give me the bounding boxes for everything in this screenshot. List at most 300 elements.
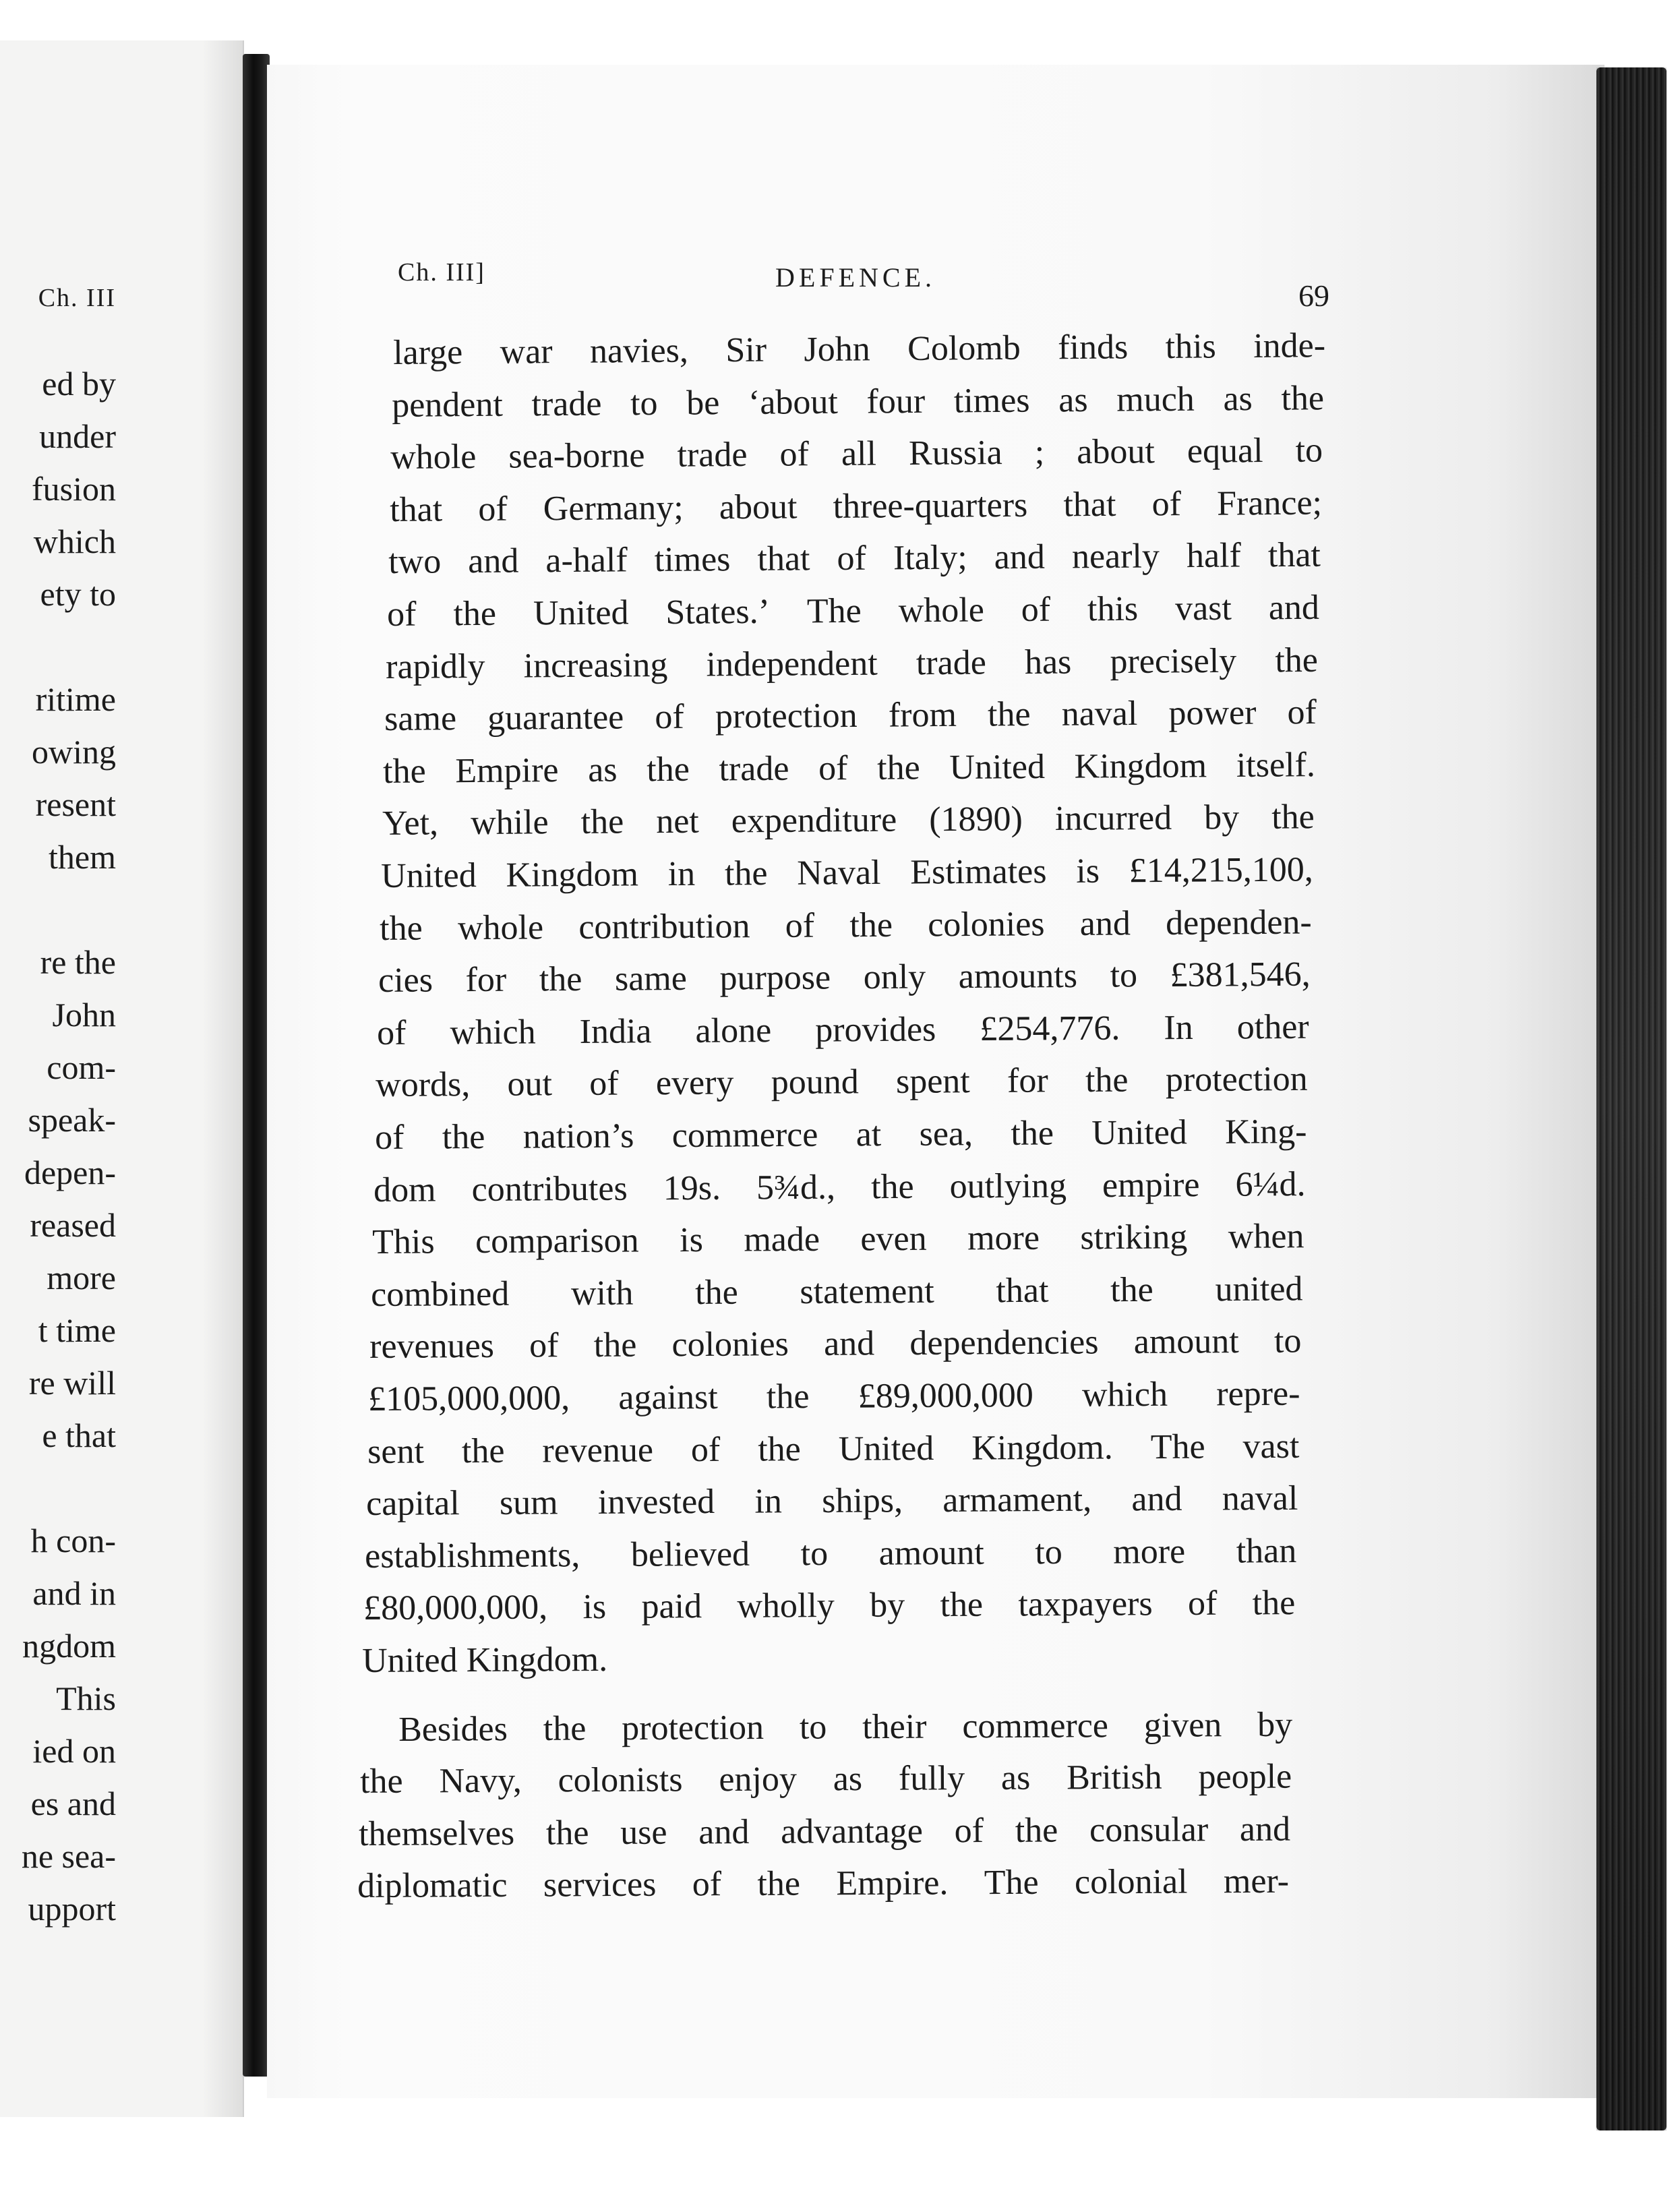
word: alone <box>695 1011 772 1050</box>
left-line-fragment: resent <box>35 785 116 823</box>
word: to <box>1274 1321 1302 1361</box>
word: United <box>1091 1113 1187 1153</box>
word: protection <box>715 696 858 736</box>
left-line-fragment: h con- <box>30 1522 116 1559</box>
word: paid <box>641 1587 702 1627</box>
body-line <box>383 745 1316 791</box>
word: comparison <box>475 1221 639 1261</box>
word: and <box>994 538 1045 577</box>
word: and <box>1079 903 1131 943</box>
word: amounts <box>958 957 1078 996</box>
word: India <box>579 1012 652 1051</box>
word: by <box>1203 798 1239 837</box>
word: two <box>388 542 442 582</box>
word: is <box>582 1588 607 1627</box>
word: whole <box>898 591 984 630</box>
left-line-fragment: re the <box>40 943 116 981</box>
running-head-title: DEFENCE. <box>775 262 936 293</box>
word: the <box>593 1325 637 1365</box>
word: words, <box>376 1065 471 1105</box>
word: of <box>954 1811 984 1851</box>
word: which <box>1082 1375 1168 1414</box>
word: repre- <box>1216 1374 1301 1414</box>
word: with <box>570 1274 634 1313</box>
word: that <box>996 1271 1049 1311</box>
word: combined <box>371 1274 510 1314</box>
word: half <box>1186 536 1241 576</box>
left-line-fragment: and in <box>32 1574 116 1612</box>
word: to <box>1035 1532 1062 1572</box>
word: Kingdom <box>506 855 638 895</box>
left-line-fragment: This <box>56 1679 116 1717</box>
word: British <box>1066 1758 1162 1797</box>
body-line <box>378 955 1311 1001</box>
word: of <box>690 1430 721 1469</box>
word: Empire <box>455 750 560 791</box>
body-line: United Kingdom. <box>362 1640 608 1680</box>
left-line-fragment: es and <box>30 1785 116 1822</box>
word: that <box>389 490 442 529</box>
left-line-fragment: owing <box>32 733 116 771</box>
word: armament, <box>942 1480 1092 1520</box>
word: trade <box>677 436 748 475</box>
word: States.’ <box>665 592 771 632</box>
word: the <box>757 1429 801 1469</box>
word: for <box>1007 1061 1049 1101</box>
word: this <box>1165 327 1216 367</box>
left-line-fragment: ne sea- <box>21 1837 116 1875</box>
word: same <box>614 959 688 998</box>
word: which <box>450 1013 537 1052</box>
word: is <box>1075 852 1100 891</box>
left-line-fragment: more <box>47 1259 116 1296</box>
word: commerce <box>962 1706 1109 1746</box>
body-line <box>366 1481 1298 1522</box>
word: of <box>837 539 866 578</box>
body-line <box>369 1321 1302 1367</box>
word: colonists <box>558 1760 683 1800</box>
body-line <box>384 695 1317 737</box>
word: of <box>1021 590 1051 630</box>
word: as <box>1058 380 1088 419</box>
word: Kingdom. <box>971 1428 1113 1468</box>
left-line-fragment: under <box>39 417 116 455</box>
word: of <box>655 697 685 737</box>
left-page-shadow <box>202 40 243 2117</box>
left-line-fragment: com- <box>47 1048 116 1086</box>
word: finds <box>1057 328 1129 367</box>
word: naval <box>1061 694 1138 734</box>
word: themselves <box>358 1814 515 1853</box>
word: pendent <box>392 385 504 425</box>
word: from <box>888 696 957 735</box>
word: trade <box>531 384 602 423</box>
word: navies, <box>589 331 689 371</box>
word: John <box>804 330 870 369</box>
word: of <box>374 1118 404 1157</box>
word: (1890) <box>928 800 1023 839</box>
word: equal <box>1187 431 1264 471</box>
body-line <box>357 1864 1289 1904</box>
word: the <box>647 750 690 789</box>
word: colonial <box>1074 1862 1188 1902</box>
word: Germany; <box>543 488 684 529</box>
word: enjoy <box>718 1760 797 1799</box>
word: people <box>1198 1757 1292 1797</box>
body-line <box>377 1007 1310 1052</box>
word: every <box>656 1063 735 1103</box>
word: is <box>679 1221 703 1260</box>
word: expenditure <box>731 801 897 841</box>
word: the <box>1015 1811 1058 1850</box>
word: against <box>618 1377 719 1417</box>
body-line <box>375 1114 1307 1156</box>
word: the <box>461 1431 505 1470</box>
word: than <box>1236 1531 1297 1571</box>
word: the <box>988 695 1031 734</box>
word: guarantee <box>487 698 624 738</box>
word: invested <box>597 1483 715 1522</box>
word: Sir <box>725 330 767 370</box>
word: of <box>477 489 508 529</box>
word: times <box>953 381 1030 421</box>
body-line <box>376 1062 1308 1103</box>
word: nation’s <box>522 1116 634 1156</box>
word: the <box>877 748 921 787</box>
word: statement <box>800 1272 934 1311</box>
word: 6¼d. <box>1235 1164 1306 1204</box>
word: United <box>949 747 1046 787</box>
word: and <box>467 541 519 581</box>
left-line-fragment: speak- <box>28 1101 116 1139</box>
word: sea-borne <box>508 436 646 476</box>
word: Navy, <box>438 1761 522 1801</box>
word: sent <box>367 1432 424 1471</box>
word: revenues <box>369 1327 495 1367</box>
word: Russia <box>909 434 1003 473</box>
word: ‘about <box>748 382 839 422</box>
word: and <box>824 1324 875 1364</box>
word: the <box>767 1377 810 1417</box>
word: war <box>500 332 553 371</box>
word: precisely <box>1110 641 1237 681</box>
word: The <box>984 1864 1039 1903</box>
left-line-fragment: depen- <box>24 1154 116 1191</box>
word: advantage <box>780 1812 923 1851</box>
word: 5¾d., <box>756 1168 835 1207</box>
word: to <box>630 384 658 423</box>
word: times <box>654 540 731 580</box>
word: as <box>1223 379 1253 419</box>
word: all <box>841 434 877 474</box>
word: the <box>545 1813 589 1853</box>
word: in <box>667 854 696 894</box>
word: King- <box>1224 1112 1307 1152</box>
word: sum <box>499 1483 558 1523</box>
paragraph-first-line <box>398 1707 1292 1747</box>
word: of <box>529 1326 559 1365</box>
word: of <box>779 435 810 474</box>
left-line-fragment: ed by <box>42 365 116 403</box>
word: for <box>465 960 507 1000</box>
left-line-fragment: ngdom <box>22 1627 116 1665</box>
word: protection <box>1166 1060 1309 1100</box>
word: independent <box>706 644 878 684</box>
word: when <box>1228 1217 1304 1257</box>
word: the <box>383 752 427 791</box>
word: contributes <box>471 1169 628 1209</box>
word: in <box>754 1482 782 1521</box>
word: given <box>1144 1705 1222 1745</box>
body-line <box>359 1812 1290 1851</box>
word: outlying <box>949 1166 1067 1206</box>
word: the <box>1110 1270 1153 1309</box>
word: of <box>1151 484 1181 524</box>
word: amount <box>1133 1322 1240 1362</box>
word: United <box>380 856 477 895</box>
word: that <box>1267 536 1321 575</box>
word: dom <box>373 1170 436 1210</box>
word: United <box>838 1429 934 1468</box>
word: £254,776. <box>980 1009 1120 1048</box>
word: France; <box>1216 483 1322 523</box>
word: of <box>785 906 815 945</box>
word: this <box>1087 589 1139 629</box>
word: of <box>692 1865 722 1904</box>
left-line-fragment: which <box>33 523 116 560</box>
word: Colomb <box>907 328 1021 369</box>
word: the <box>1271 798 1315 837</box>
word: ships, <box>821 1481 903 1521</box>
word: the <box>940 1586 984 1625</box>
word: sea, <box>919 1114 973 1154</box>
word: colonies <box>671 1325 789 1365</box>
word: the <box>724 854 768 893</box>
word: whole <box>457 907 544 947</box>
word: that <box>1062 485 1116 525</box>
left-line-fragment: e that <box>42 1417 116 1454</box>
word: while <box>470 803 549 843</box>
left-line-fragment: reased <box>30 1206 116 1244</box>
body-line <box>367 1429 1300 1469</box>
word: about <box>719 487 798 527</box>
word: by <box>1257 1705 1293 1744</box>
word: itself. <box>1236 745 1316 785</box>
word: of <box>386 595 417 634</box>
word: be <box>686 383 720 423</box>
word: establishments, <box>364 1535 580 1576</box>
word: use <box>620 1813 667 1852</box>
body-line <box>388 538 1321 580</box>
word: the <box>695 1273 738 1312</box>
left-running-head: Ch. III <box>38 284 116 312</box>
body-line <box>363 1586 1295 1627</box>
word: nearly <box>1071 537 1160 576</box>
word: same <box>384 699 457 739</box>
word: that <box>756 539 810 579</box>
body-line <box>372 1219 1304 1260</box>
word: ; <box>1034 433 1045 472</box>
word: even <box>860 1219 927 1259</box>
word: about <box>1077 432 1156 472</box>
word: of <box>818 748 849 788</box>
word: Yet, <box>382 804 438 843</box>
word: striking <box>1080 1218 1188 1257</box>
book-gutter <box>243 54 270 2077</box>
word: united <box>1215 1270 1303 1309</box>
body-line <box>390 485 1322 527</box>
word: the <box>1281 378 1325 418</box>
word: dependencies <box>909 1323 1099 1363</box>
left-line-fragment: ritime <box>35 680 116 718</box>
word: £381,546, <box>1170 955 1311 995</box>
body-line <box>380 905 1312 946</box>
word: commerce <box>671 1115 818 1156</box>
body-line <box>359 1757 1292 1801</box>
word: three-quarters <box>832 485 1028 526</box>
word: fully <box>898 1759 965 1798</box>
word: the <box>757 1864 801 1904</box>
word: trade <box>916 643 987 682</box>
word: £80,000,000, <box>363 1588 548 1628</box>
word: vast <box>1174 589 1232 628</box>
left-line-fragment: ied on <box>32 1732 116 1770</box>
word: £14,215,100, <box>1129 850 1313 891</box>
word: provides <box>815 1010 936 1050</box>
word: Besides <box>398 1709 508 1749</box>
word: pound <box>771 1063 860 1102</box>
word: the <box>580 802 624 842</box>
word: cies <box>378 961 433 1001</box>
word: mer- <box>1223 1862 1290 1901</box>
word: four <box>866 382 926 421</box>
left-line-fragment: ety to <box>40 575 116 613</box>
word: the <box>359 1762 403 1801</box>
word: £89,000,000 <box>858 1376 1034 1416</box>
word: Naval <box>796 853 881 893</box>
word: naval <box>1222 1479 1298 1518</box>
word: capital <box>365 1484 460 1524</box>
word: and <box>1268 588 1319 628</box>
left-page-text <box>0 40 116 2117</box>
word: to <box>800 1534 829 1574</box>
word: of <box>1287 693 1317 732</box>
word: 19s. <box>663 1168 721 1208</box>
word: Empire. <box>836 1864 949 1903</box>
word: believed <box>630 1534 750 1574</box>
word: the <box>442 1117 485 1157</box>
body-line <box>392 378 1325 425</box>
word: increasing <box>523 645 668 686</box>
word: of <box>1187 1584 1218 1623</box>
word: inde- <box>1253 326 1326 365</box>
body-line <box>386 640 1319 686</box>
left-line-fragment: re will <box>28 1364 116 1402</box>
word: by <box>870 1586 905 1626</box>
word: the <box>453 594 497 634</box>
left-line-fragment: fusion <box>32 470 116 508</box>
body-line <box>381 852 1313 894</box>
word: only <box>863 957 926 997</box>
word: purpose <box>719 958 831 998</box>
word: power <box>1168 693 1257 733</box>
word: In <box>1164 1008 1194 1047</box>
word: to <box>1110 956 1138 995</box>
body-line <box>371 1272 1303 1313</box>
word: The <box>1150 1427 1205 1466</box>
word: the <box>379 909 423 948</box>
word: dependen- <box>1165 903 1312 943</box>
word: trade <box>719 749 790 789</box>
word: £105,000,000, <box>368 1379 570 1419</box>
word: their <box>862 1707 928 1746</box>
word: empire <box>1102 1165 1200 1205</box>
word: the <box>1252 1584 1296 1623</box>
word: revenue <box>541 1431 653 1470</box>
word: the <box>543 1709 587 1748</box>
word: to <box>1295 431 1323 470</box>
body-line <box>364 1531 1297 1576</box>
running-head-chapter: Ch. III] <box>398 258 485 287</box>
body-line <box>382 800 1315 842</box>
body-line <box>390 431 1323 477</box>
left-line-fragment: upport <box>28 1890 116 1928</box>
word: the <box>1010 1114 1054 1153</box>
page-edges <box>1596 67 1667 2130</box>
body-line <box>393 328 1325 371</box>
word: Italy; <box>893 538 967 578</box>
left-line-fragment: t time <box>38 1311 116 1349</box>
left-line-fragment: them <box>49 838 116 876</box>
word: the <box>849 905 893 945</box>
word: whole <box>390 438 477 477</box>
word: much <box>1116 380 1195 419</box>
word: other <box>1236 1007 1310 1047</box>
word: to <box>800 1708 827 1747</box>
word: spent <box>896 1062 971 1102</box>
word: the <box>1085 1061 1129 1100</box>
word: of <box>589 1065 620 1104</box>
word: the <box>1275 640 1319 680</box>
word: net <box>655 802 699 841</box>
word: contribution <box>578 906 750 947</box>
word: protection <box>622 1708 764 1748</box>
word: services <box>543 1866 657 1905</box>
word: out <box>507 1065 553 1104</box>
word: Kingdom <box>1074 746 1207 786</box>
word: of <box>377 1013 407 1052</box>
word: large <box>392 333 463 372</box>
word: more <box>967 1218 1040 1258</box>
word: a-half <box>545 541 628 580</box>
word: amount <box>878 1533 984 1573</box>
body-line <box>386 588 1319 634</box>
word: made <box>744 1220 820 1259</box>
word: This <box>371 1222 435 1262</box>
word: United <box>533 593 629 633</box>
word: vast <box>1242 1427 1300 1466</box>
left-line-fragment: John <box>52 996 116 1034</box>
word: more <box>1113 1532 1186 1572</box>
word: colonies <box>927 904 1045 945</box>
word: as <box>833 1760 862 1799</box>
word: rapidly <box>386 647 485 686</box>
word: incurred <box>1054 799 1172 839</box>
word: the <box>870 1167 914 1206</box>
word: wholly <box>737 1586 835 1626</box>
word: and <box>1131 1480 1182 1519</box>
body-line <box>373 1164 1306 1210</box>
